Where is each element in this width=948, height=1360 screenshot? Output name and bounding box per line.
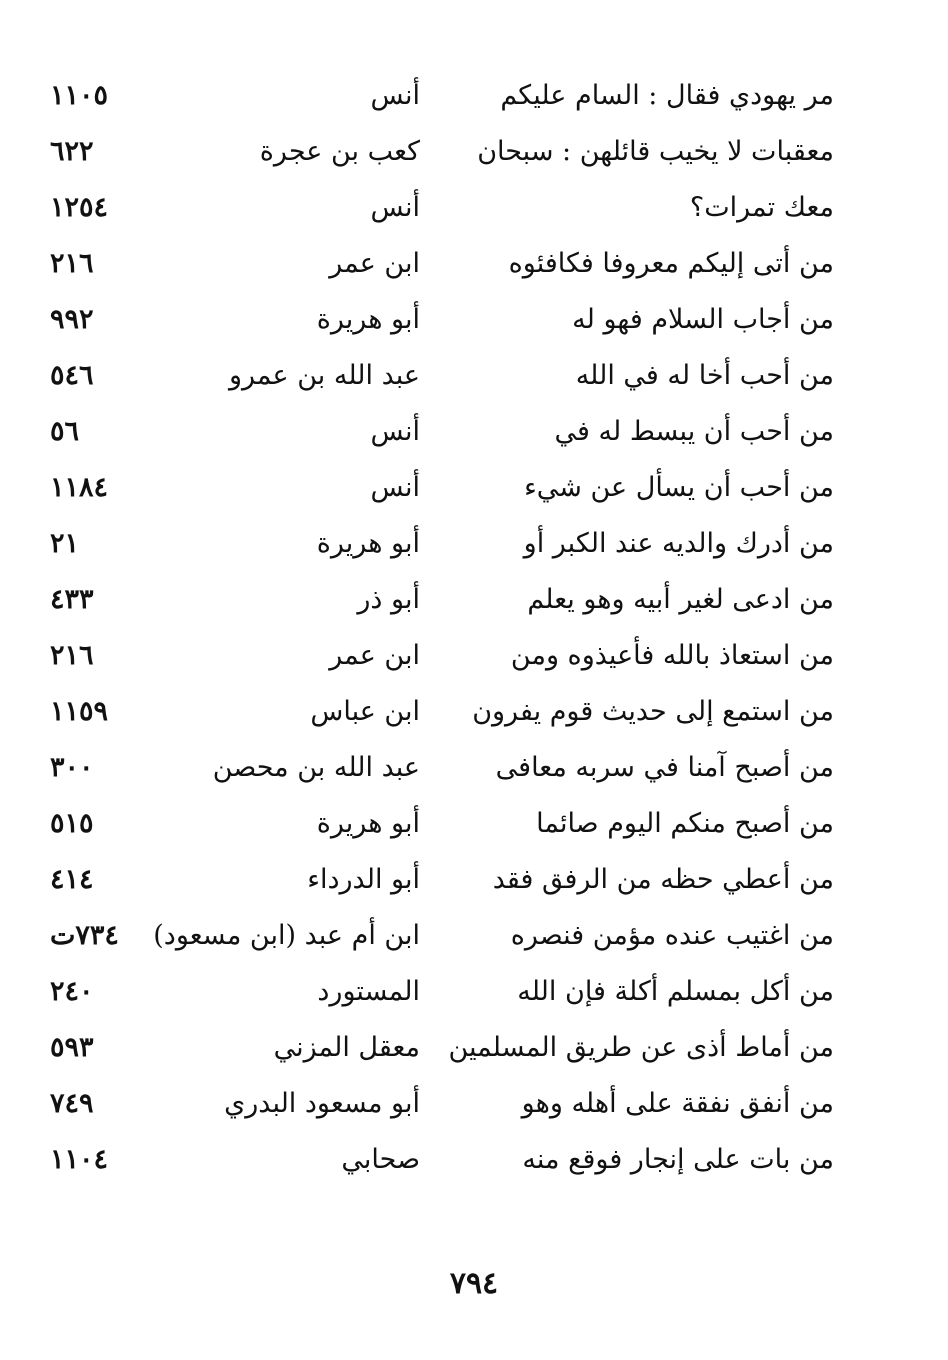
narrator-name: أبو هريرة bbox=[316, 528, 420, 559]
narrator-name: ابن عمر bbox=[329, 248, 420, 279]
hadith-number: ٢٤٠ bbox=[50, 976, 94, 1007]
index-row bbox=[50, 184, 840, 240]
index-row bbox=[50, 1024, 840, 1080]
hadith-number: ١١٨٤ bbox=[50, 472, 109, 503]
narrator-name: عبد الله بن عمرو bbox=[228, 360, 420, 391]
hadith-number: ٣٠٠ bbox=[50, 752, 94, 783]
narrator-name: عبد الله بن محصن bbox=[212, 752, 420, 783]
hadith-opening-text: من أصبح منكم اليوم صائما bbox=[536, 808, 834, 839]
hadith-opening-text: معك تمرات؟ bbox=[689, 192, 834, 223]
index-row bbox=[50, 240, 840, 296]
hadith-number: ٧٤٩ bbox=[50, 1088, 94, 1119]
narrator-name: ابن عمر bbox=[329, 640, 420, 671]
narrator-name: أبو مسعود البدري bbox=[224, 1088, 420, 1119]
hadith-number: ١٢٥٤ bbox=[50, 192, 109, 223]
index-row bbox=[50, 72, 840, 128]
narrator-name: أنس bbox=[370, 472, 420, 503]
page-number: ٧٩٤ bbox=[449, 1266, 499, 1301]
hadith-opening-text: مر يهودي فقال : السام عليكم bbox=[500, 80, 834, 111]
narrator-name: معقل المزني bbox=[273, 1032, 420, 1063]
index-row bbox=[50, 464, 840, 520]
hadith-opening-text: من أعطي حظه من الرفق فقد bbox=[492, 864, 834, 895]
index-row bbox=[50, 632, 840, 688]
narrator-name: أنس bbox=[370, 416, 420, 447]
index-row bbox=[50, 744, 840, 800]
hadith-opening-text: من أحب أن يبسط له في bbox=[554, 416, 834, 447]
narrator-name: أبو ذر bbox=[357, 584, 420, 615]
hadith-opening-text: من أدرك والديه عند الكبر أو bbox=[523, 528, 834, 559]
hadith-number: ٥١٥ bbox=[50, 808, 94, 839]
hadith-opening-text: من استمع إلى حديث قوم يفرون bbox=[472, 696, 834, 727]
hadith-number: ١١٠٤ bbox=[50, 1144, 109, 1175]
hadith-opening-text: من ادعى لغير أبيه وهو يعلم bbox=[527, 584, 834, 615]
narrator-name: صحابي bbox=[341, 1144, 420, 1175]
index-row bbox=[50, 520, 840, 576]
narrator-name: أبو هريرة bbox=[316, 304, 420, 335]
narrator-name: أبو الدرداء bbox=[307, 864, 420, 895]
index-row bbox=[50, 912, 840, 968]
index-row bbox=[50, 576, 840, 632]
hadith-opening-text: من أحب أخا له في الله bbox=[575, 360, 834, 391]
narrator-name: أنس bbox=[370, 192, 420, 223]
hadith-number: ٢١ bbox=[50, 528, 80, 559]
hadith-number: ٩٩٢ bbox=[50, 304, 94, 335]
hadith-number: ٥٤٦ bbox=[50, 360, 94, 391]
hadith-opening-text: من اغتيب عنده مؤمن فنصره bbox=[510, 920, 834, 951]
hadith-opening-text: من بات على إنجار فوقع منه bbox=[522, 1144, 834, 1175]
narrator-name: ابن أم عبد (ابن مسعود) bbox=[153, 920, 420, 951]
index-row bbox=[50, 1136, 840, 1192]
hadith-number: ٢١٦ bbox=[50, 640, 94, 671]
index-row bbox=[50, 408, 840, 464]
hadith-number: ٦٢٢ bbox=[50, 136, 94, 167]
narrator-name: كعب بن عجرة bbox=[259, 136, 420, 167]
hadith-number: ١١٥٩ bbox=[50, 696, 109, 727]
narrator-name: أبو هريرة bbox=[316, 808, 420, 839]
hadith-opening-text: من أتى إليكم معروفا فكافئوه bbox=[508, 248, 834, 279]
hadith-opening-text: من أماط أذى عن طريق المسلمين bbox=[448, 1032, 834, 1063]
hadith-opening-text: من أجاب السلام فهو له bbox=[572, 304, 834, 335]
index-row bbox=[50, 296, 840, 352]
index-row bbox=[50, 1080, 840, 1136]
hadith-number: ٤١٤ bbox=[50, 864, 94, 895]
hadith-number: ٤٣٣ bbox=[50, 584, 94, 615]
hadith-opening-text: من أنفق نفقة على أهله وهو bbox=[521, 1088, 834, 1119]
hadith-opening-text: من أحب أن يسأل عن شيء bbox=[524, 472, 834, 503]
hadith-number: ٧٣٤ت bbox=[50, 920, 119, 951]
index-row bbox=[50, 856, 840, 912]
narrator-name: ابن عباس bbox=[310, 696, 420, 727]
hadith-number: ١١٠٥ bbox=[50, 80, 109, 111]
index-row bbox=[50, 688, 840, 744]
hadith-number: ٥٦ bbox=[50, 416, 80, 447]
hadith-opening-text: معقبات لا يخيب قائلهن : سبحان bbox=[477, 136, 834, 167]
index-row bbox=[50, 352, 840, 408]
hadith-index-table bbox=[50, 72, 840, 1192]
narrator-name: أنس bbox=[370, 80, 420, 111]
hadith-opening-text: من أكل بمسلم أكلة فإن الله bbox=[517, 976, 834, 1007]
hadith-number: ٥٩٣ bbox=[50, 1032, 94, 1063]
index-row bbox=[50, 128, 840, 184]
index-row bbox=[50, 968, 840, 1024]
hadith-opening-text: من أصبح آمنا في سربه معافى bbox=[495, 752, 834, 783]
hadith-number: ٢١٦ bbox=[50, 248, 94, 279]
narrator-name: المستورد bbox=[317, 976, 420, 1007]
index-row bbox=[50, 800, 840, 856]
hadith-opening-text: من استعاذ بالله فأعيذوه ومن bbox=[510, 640, 834, 671]
